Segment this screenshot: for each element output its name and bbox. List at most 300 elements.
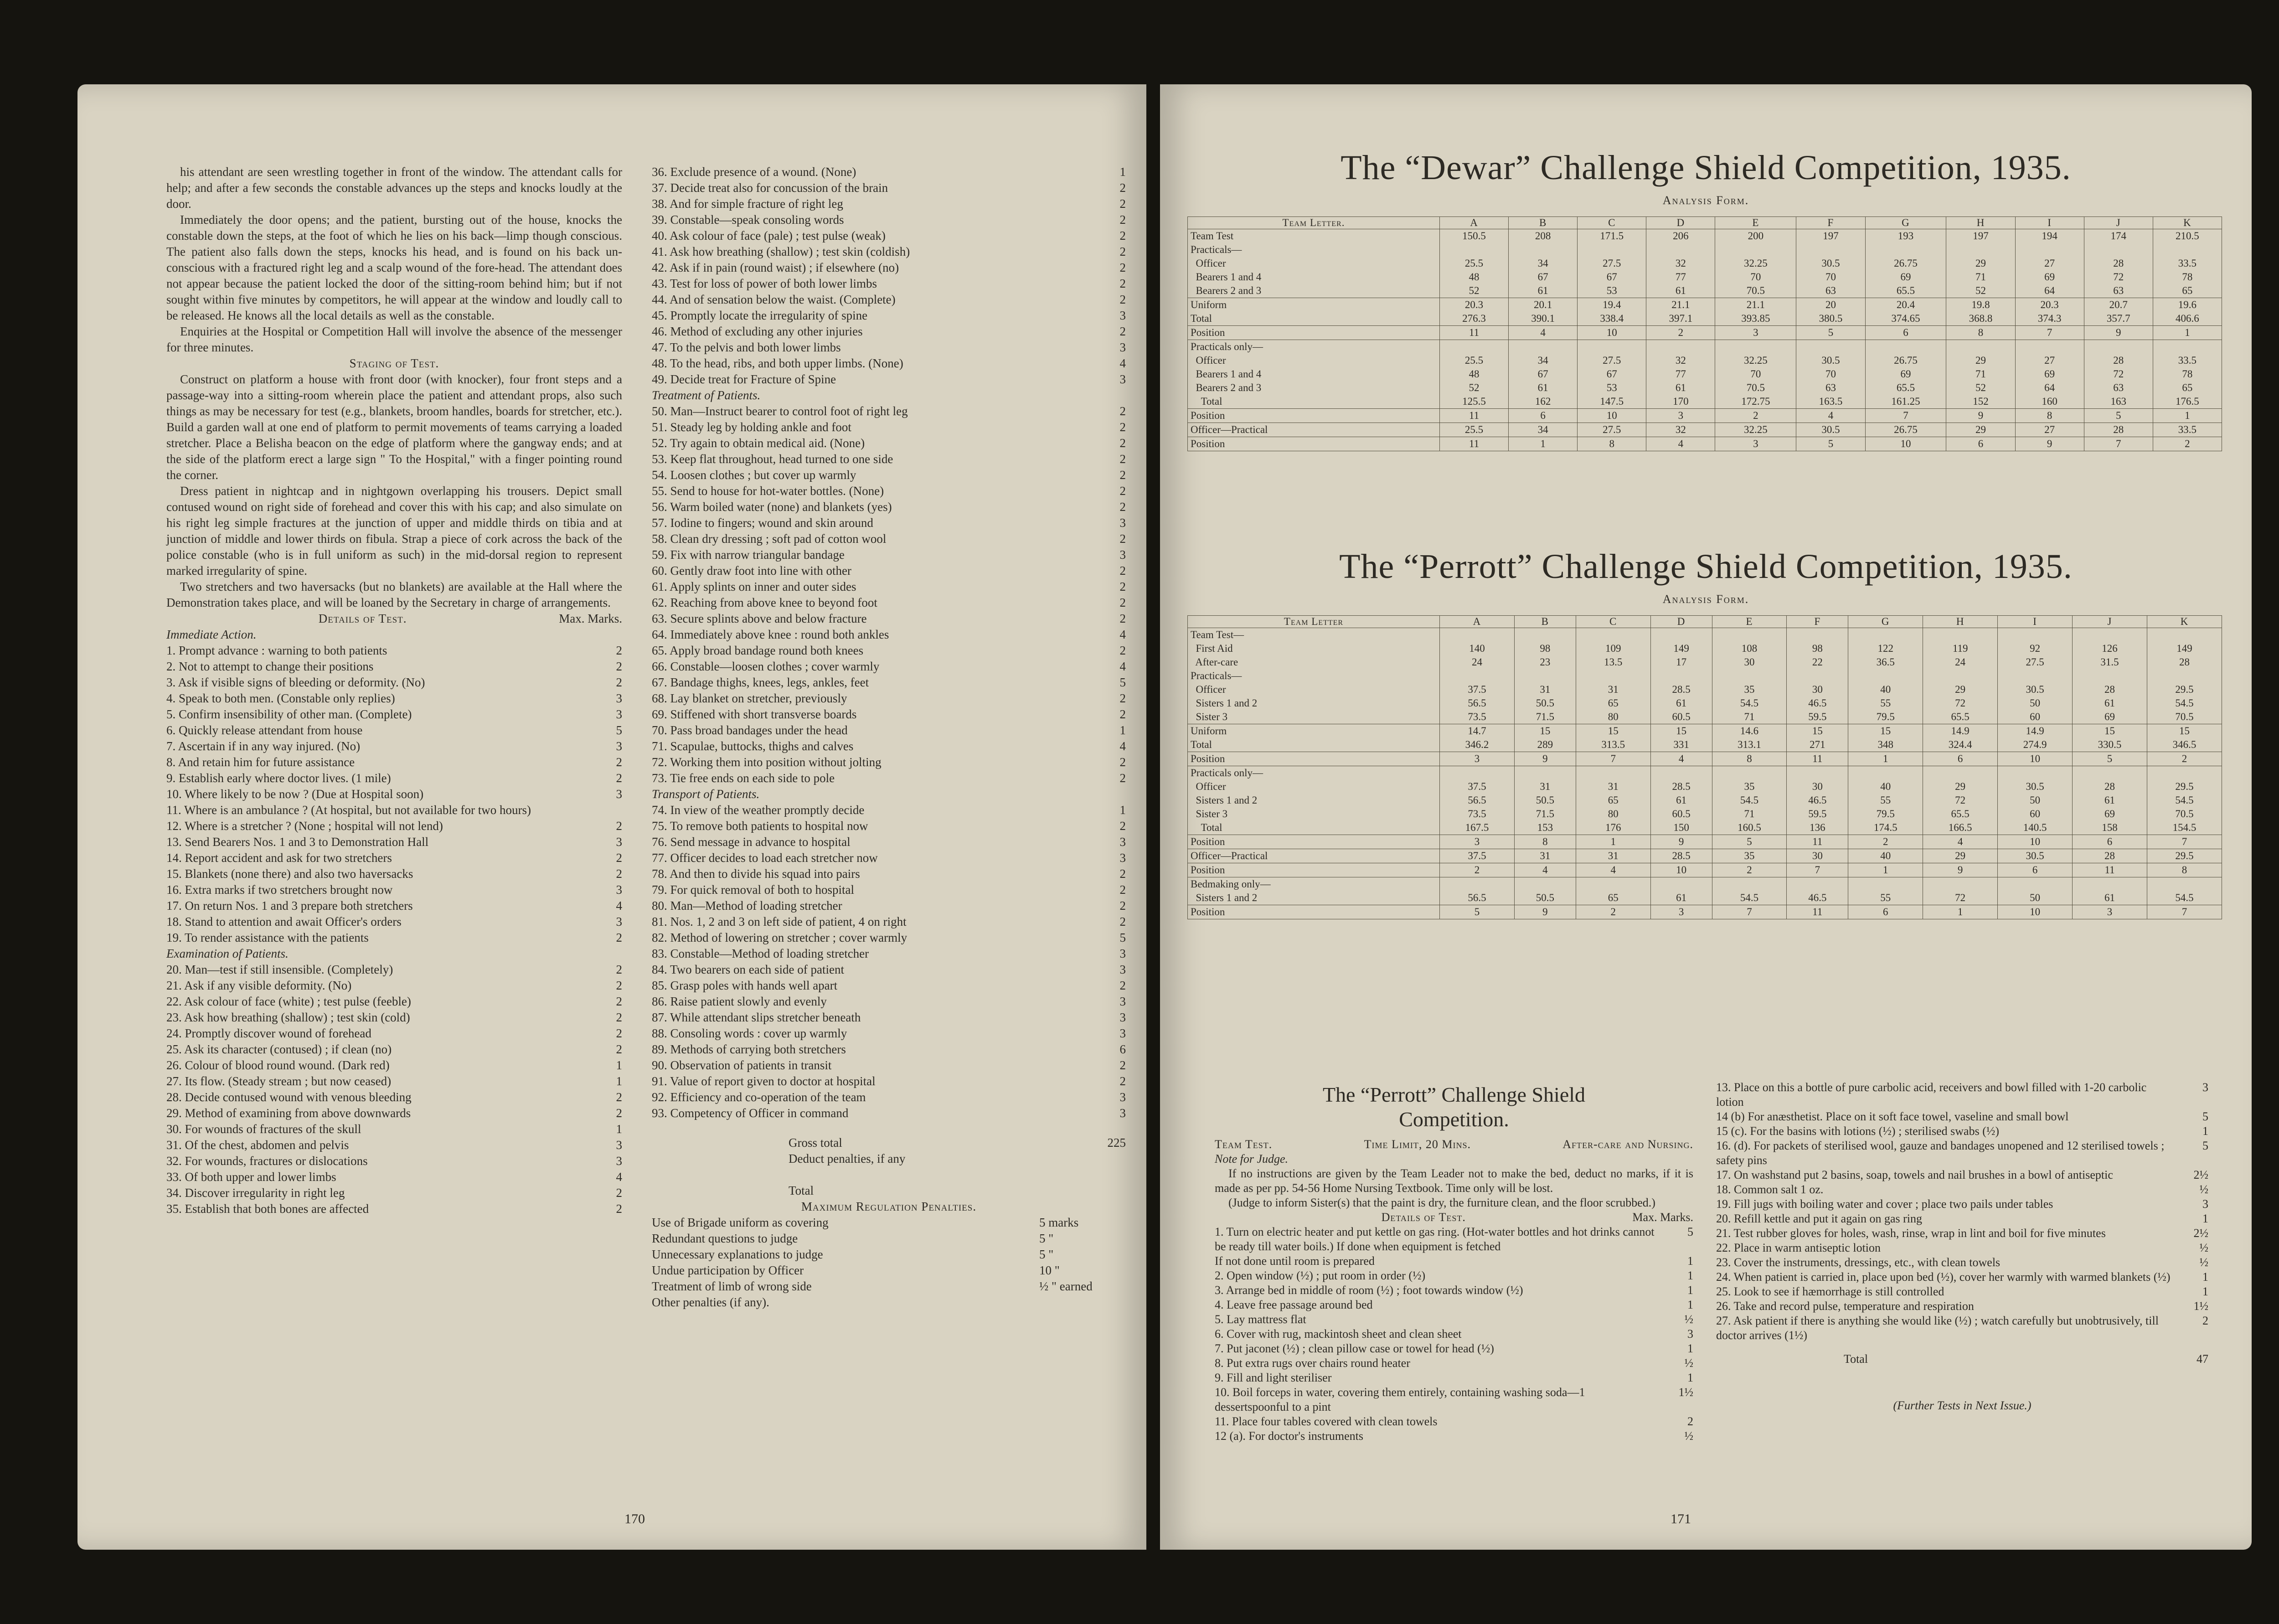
item-marks: 2½ [2193,1227,2208,1240]
table-cell: 71 [1712,710,1787,724]
column-header: Team Letter. [1188,217,1440,229]
table-cell: 40 [1848,849,1923,863]
table-cell: 10 [1650,863,1712,877]
list-item [652,563,1126,579]
item-text: 3. Arrange bed in middle of room (½) ; foot towards window (½) [1215,1284,1523,1297]
table-cell: 35 [1712,683,1787,696]
table-row [1188,423,2222,437]
row-label: Sister 3 [1188,710,1440,724]
column-header: B [1514,616,1576,628]
table-cell: 9 [2015,437,2084,451]
table-row [1188,409,2222,423]
table-cell: 70.5 [2147,807,2222,821]
table-cell: 20.4 [1865,298,1946,312]
item-text: 21. Ask if any visible deformity. (No) [166,979,352,992]
table-cell: 3 [1715,326,1796,340]
table-cell: 7 [2147,905,2222,919]
table-cell [1715,340,1796,354]
total-label: Total [789,1184,814,1197]
table-row [1188,724,2222,738]
table-row [1188,381,2222,395]
item-marks: 1 [2202,1270,2208,1284]
column-header: E [1715,217,1796,229]
item-marks: 2 [616,1010,622,1024]
item-marks: 2 [1119,229,1126,242]
list-item [1716,1241,2208,1255]
table-cell: 338.4 [1578,312,1646,326]
table-cell: 37.5 [1440,683,1515,696]
table-cell: 7 [2147,835,2222,849]
row-label: First Aid [1188,642,1440,655]
table-cell [2084,340,2153,354]
table-cell: 40 [1848,780,1923,794]
table-cell: 27.5 [1578,354,1646,367]
table-cell [1440,669,1515,683]
table-cell: 140 [1440,642,1515,655]
table-cell: 92 [1998,642,2073,655]
table-cell: 61 [1646,381,1715,395]
item-text: 57. Iodine to fingers; wound and skin around [652,516,873,530]
list-item [652,196,1126,212]
list-item [652,754,1126,770]
table-cell: 10 [1578,326,1646,340]
table-cell: 346.5 [2147,738,2222,752]
table-cell [2147,766,2222,780]
table-cell: 1 [1923,905,1998,919]
item-marks: 1 [1687,1298,1693,1311]
table-cell: 11 [1440,326,1509,340]
table-cell: 6 [1946,437,2015,451]
table-cell: 30.5 [1796,354,1865,367]
table-cell [2147,669,2222,683]
list-item [652,850,1126,866]
table-cell: 28 [2073,780,2147,794]
item-text: 81. Nos. 1, 2 and 3 on left side of patient, 4 on right [652,915,907,928]
item-text: 15. Blankets (none there) and also two haversacks [166,867,413,881]
table-cell [1923,877,1998,892]
item-marks: 3 [616,691,622,705]
gross-total-label: Gross total [789,1136,842,1150]
row-label: Uniform [1188,298,1440,312]
list-item [166,1026,622,1041]
item-text: 18. Common salt 1 oz. [1716,1183,1824,1196]
table-cell [1787,669,1848,683]
table-cell: 210.5 [2153,229,2222,243]
table-cell: 11 [2073,863,2147,877]
item-marks: 2 [1687,1415,1693,1428]
after-care-label: After-care and Nursing. [1562,1138,1693,1151]
column-header: B [1509,217,1578,229]
list-item [1215,1385,1693,1414]
item-text: 73. Tie free ends on each side to pole [652,771,835,785]
column-header: G [1848,616,1923,628]
table-cell [1998,766,2073,780]
list-item [652,308,1126,324]
list-item [1215,1298,1693,1312]
list-item [652,930,1126,946]
table-cell: 30 [1787,780,1848,794]
table-row [1188,780,2222,794]
list-item [1215,1341,1693,1356]
right-page [1160,84,2252,1550]
item-marks: 1½ [2193,1299,2208,1313]
table-cell: 22 [1787,655,1848,669]
table-cell: 31 [1514,849,1576,863]
table-cell: 4 [1796,409,1865,423]
dewar-analysis-table [1187,217,2222,451]
item-marks: 3 [616,883,622,897]
table-cell: 10 [1998,835,2073,849]
total-row [1716,1352,2208,1366]
item-text: 2. Open window (½) ; put room in order (½) [1215,1269,1426,1282]
table-cell: 70 [1715,270,1796,284]
row-label: Sister 3 [1188,807,1440,821]
item-text: 14. Report accident and ask for two stretchers [166,851,392,865]
table-cell: 368.8 [1946,312,2015,326]
table-cell: 6 [1509,409,1578,423]
table-cell [1923,669,1998,683]
table-row [1188,849,2222,863]
row-label: Practicals— [1188,243,1440,257]
item-marks: 2 [1119,468,1126,482]
table-cell: 65.5 [1923,710,1998,724]
item-text: 24. Promptly discover wound of forehead [166,1026,371,1040]
table-cell [2073,766,2147,780]
item-marks: 2 [1119,197,1126,211]
row-label: Officer—Practical [1188,849,1440,863]
time-limit-label: Time Limit, 20 Mins. [1364,1138,1471,1151]
table-cell: 29 [1923,683,1998,696]
page-number: 170 [624,1511,645,1526]
table-cell [2015,340,2084,354]
table-cell [2073,877,2147,892]
table-cell: 6 [1998,863,2073,877]
table-cell: 61 [2073,891,2147,905]
table-row [1188,243,2222,257]
list-item [652,818,1126,834]
row-label: Total [1188,738,1440,752]
list-item [1215,1414,1693,1429]
list-item [166,866,622,882]
list-item [166,691,622,706]
table-cell: 27.5 [1998,655,2073,669]
table-cell: 54.5 [1712,794,1787,807]
table-cell: 63 [2084,284,2153,298]
table-cell: 108 [1712,642,1787,655]
item-marks: 2 [1119,899,1126,913]
table-cell: 274.9 [1998,738,2073,752]
table-cell: 330.5 [2073,738,2147,752]
table-cell: 6 [1865,326,1946,340]
table-cell: 65 [2153,381,2222,395]
item-text: 10. Where likely to be now ? (Due at Hospital soon) [166,787,424,801]
item-text: If not done until room is prepared [1215,1254,1375,1268]
list-item [652,1105,1126,1121]
table-cell: 50 [1998,794,2073,807]
table-cell: 30.5 [1796,423,1865,437]
table-cell: 166.5 [1923,821,1998,835]
item-marks: 1 [1687,1254,1693,1268]
staging-heading: Staging of Test. [349,356,439,370]
item-marks: 2 [616,819,622,833]
item-marks: 2 [2202,1314,2208,1327]
table-cell: 1 [1848,752,1923,766]
list-item [652,1263,1126,1279]
table-cell: 10 [1998,905,2073,919]
item-marks: 2 [1119,1058,1126,1072]
list-item [652,499,1126,515]
table-cell: 149 [1650,642,1712,655]
item-list [166,643,622,946]
table-cell: 70.5 [1715,284,1796,298]
item-text: 78. And then to divide his squad into pairs [652,867,860,881]
item-text: 37. Decide treat also for concussion of the brain [652,181,888,195]
table-cell: 194 [2015,229,2084,243]
list-item [652,547,1126,563]
intro-paragraph: Enquiries at the Hospital or Competition Hall will involve the absence of the messenger for three minutes. [166,325,622,354]
list-item [1716,1168,2208,1182]
table-cell: 2 [2153,437,2222,451]
table-cell: 7 [1576,752,1650,766]
item-text: 58. Clean dry dressing ; soft pad of cotton wool [652,532,887,546]
team-test-row [1215,1137,1693,1152]
table-cell: 63 [1796,284,1865,298]
item-marks: ½ [1684,1429,1693,1443]
item-marks: 3 [1119,309,1126,322]
table-cell: 31 [1576,780,1650,794]
list-item [166,659,622,675]
list-item [166,850,622,866]
table-cell: 31 [1576,683,1650,696]
table-cell: 206 [1646,229,1715,243]
penalties-heading: Maximum Regulation Penalties. [801,1200,977,1213]
item-marks: 4 [1119,628,1126,641]
table-cell [1509,243,1578,257]
item-text: 90. Observation of patients in transit [652,1058,832,1072]
perrott-test-title: The “Perrott” Challenge Shield [1322,1083,1586,1106]
table-cell: 15 [2073,724,2147,738]
page-number: 171 [1671,1511,1691,1526]
details-heading-row [1215,1210,1693,1225]
item-marks [1039,1294,1126,1310]
max-marks-label: Max. Marks. [1632,1211,1693,1224]
item-marks: 2 [1119,644,1126,657]
table-cell: 150.5 [1440,229,1509,243]
table-cell: 174 [2084,229,2153,243]
list-item [652,1231,1126,1247]
table-cell [1712,669,1787,683]
item-marks: 3 [1119,1010,1126,1024]
table-cell: 32 [1646,257,1715,270]
list-item [652,1041,1126,1057]
item-marks: 1 [1687,1269,1693,1282]
item-text: 12. Where is a stretcher ? (None ; hospital will not lend) [166,819,443,833]
perrott-title: The “Perrott” Challenge Shield Competition, 1935. [1339,547,2073,586]
item-text: 11. Place four tables covered with clean towels [1215,1415,1438,1428]
table-cell: 72 [1923,696,1998,710]
table-cell: 54.5 [2147,794,2222,807]
list-item [652,276,1126,292]
table-cell [1865,340,1946,354]
table-cell: 71.5 [1514,710,1576,724]
item-marks: 2 [1119,564,1126,577]
table-cell: 71 [1946,367,2015,381]
item-marks: ½ [2199,1256,2208,1269]
table-cell: 15 [1514,724,1576,738]
row-label: Officer [1188,683,1440,696]
row-label: Position [1188,905,1440,919]
table-cell: 9 [1650,835,1712,849]
table-cell: 64 [2015,381,2084,395]
table-cell: 32.25 [1715,423,1796,437]
perrott-analysis-table [1187,615,2222,919]
table-cell [1440,766,1515,780]
table-row [1188,367,2222,381]
column-header: A [1440,616,1515,628]
item-text: 80. Man—Method of loading stretcher [652,899,842,913]
item-marks: 3 [1119,548,1126,562]
table-row [1188,752,2222,766]
item-text: 93. Competency of Officer in command [652,1106,849,1120]
table-cell: 4 [1509,326,1578,340]
table-cell: 5 [1712,835,1787,849]
item-marks: 1 [616,1058,622,1072]
table-cell: 26.75 [1865,354,1946,367]
table-cell: 52 [1946,284,2015,298]
table-cell [1998,669,2073,683]
table-row [1188,298,2222,312]
deduct-label: Deduct penalties, if any [789,1152,906,1165]
table-cell: 357.7 [2084,312,2153,326]
item-marks: 5 " [1039,1248,1054,1261]
item-text: 2. Not to attempt to change their positions [166,660,374,673]
row-label: Uniform [1188,724,1440,738]
item-text: 12 (a). For doctor's instruments [1215,1429,1364,1443]
table-cell: 36.5 [1848,655,1923,669]
item-text: 85. Grasp poles with hands well apart [652,979,838,992]
item-text: 20. Refill kettle and put it again on gas ring [1716,1212,1923,1225]
table-cell: 98 [1787,642,1848,655]
item-marks: 2 [1119,532,1126,546]
table-cell: 10 [1865,437,1946,451]
table-cell: 79.5 [1848,710,1923,724]
table-cell: 69 [1865,270,1946,284]
item-marks: 2 [616,995,622,1008]
table-cell: 380.5 [1796,312,1865,326]
item-text: Treatment of limb of wrong side [652,1279,812,1293]
item-marks: 2 [1119,213,1126,227]
table-row [1188,354,2222,367]
table-cell: 52 [1440,381,1509,395]
list-item [1716,1212,2208,1226]
list-item [166,770,622,786]
list-item [166,818,622,834]
table-cell: 163 [2084,395,2153,409]
item-marks: 3 [616,915,622,928]
item-text: 39. Constable—speak consoling words [652,213,844,227]
list-item [652,180,1126,196]
table-cell: 29.5 [2147,780,2222,794]
row-label: Practicals— [1188,669,1440,683]
table-cell: 34 [1509,257,1578,270]
table-cell: 29 [1946,423,2015,437]
list-item [652,212,1126,228]
row-label: Sisters 1 and 2 [1188,696,1440,710]
table-cell [1650,669,1712,683]
table-cell: 65 [1576,891,1650,905]
item-marks: 1 [2202,1124,2208,1138]
item-marks: 3 [1119,963,1126,976]
item-text: 82. Method of lowering on stretcher ; cover warmly [652,931,907,944]
table-cell: 48 [1440,270,1509,284]
table-cell: 28 [2073,849,2147,863]
table-cell [1646,243,1715,257]
table-cell: 6 [1848,905,1923,919]
list-item [166,1041,622,1057]
column-header: J [2073,616,2147,628]
item-text: 51. Steady leg by holding ankle and foot [652,420,851,434]
item-text: Use of Brigade uniform as covering [652,1216,829,1229]
table-cell [1796,340,1865,354]
staging-text [166,371,622,611]
table-cell [2153,243,2222,257]
table-cell [2153,340,2222,354]
list-item [652,834,1126,850]
item-text: 44. And of sensation below the waist. (Complete) [652,293,896,306]
item-marks: 3 [1119,851,1126,865]
column-header: F [1796,217,1865,229]
item-text: 87. While attendant slips stretcher beneath [652,1010,861,1024]
table-cell: 11 [1787,835,1848,849]
table-cell: 8 [1946,326,2015,340]
table-cell: 27 [2015,257,2084,270]
item-marks: 2 [616,1186,622,1200]
table-cell [1576,669,1650,683]
team-test-label: Team Test. [1215,1138,1273,1151]
table-cell: 150 [1650,821,1712,835]
item-list [1215,1225,1693,1444]
item-text: 27. Its flow. (Steady stream ; but now ceased) [166,1074,392,1088]
table-cell: 80 [1576,807,1650,821]
row-label: Sisters 1 and 2 [1188,794,1440,807]
table-cell: 60 [1998,710,2073,724]
table-cell: 2 [1646,326,1715,340]
table-cell: 406.6 [2153,312,2222,326]
table-cell: 32 [1646,423,1715,437]
item-marks: 1 [616,1074,622,1088]
list-item [166,834,622,850]
list-item [652,483,1126,499]
table-cell: 8 [1712,752,1787,766]
item-marks: 2 [1119,691,1126,705]
item-marks: 1 [616,1122,622,1136]
list-item [166,1089,622,1105]
table-cell: 20.3 [1440,298,1509,312]
list-item [652,595,1126,611]
row-label: Team Test— [1188,628,1440,642]
item-text: 62. Reaching from above knee to beyond foot [652,596,877,609]
table-cell: 37.5 [1440,780,1515,794]
table-cell: 5 [2084,409,2153,423]
gross-total-value: 225 [1107,1136,1126,1150]
table-cell: 72 [2084,270,2153,284]
item-marks: 3 [1119,340,1126,354]
table-cell: 5 [2073,752,2147,766]
item-marks: 1 [1119,723,1126,737]
list-item [652,978,1126,994]
table-cell [1650,766,1712,780]
list-item [166,882,622,898]
